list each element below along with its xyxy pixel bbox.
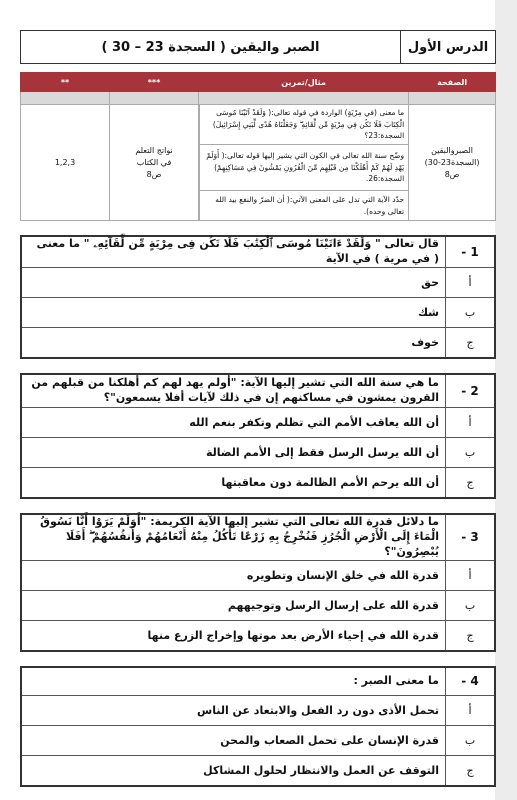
option-text[interactable]: قدرة الله في خلق الإنسان وتطويره <box>21 560 446 590</box>
page-side-margin <box>495 0 517 800</box>
question-stem: ما دلائل قدرة الله تعالى التي تشير إليها الآية الكريمة: "أَوَلَمْ يَرَوْا أَنَّا نَسُوقُ الْمَاءَ إِلَى الْأَرْضِ الْجُرُزِ فَنُخْرِجُ بِهِ زَرْعًا تَأْكُلُ مِنْهُ أَنْعَامُهُمْ وَأَنفُسُهُمْ ۖ أَفَلَا يُبْصِرُونَ"؟ <box>21 514 446 560</box>
option-text[interactable]: التوقف عن العمل والانتظار لحلول المشاكل <box>21 755 446 786</box>
option-row[interactable] <box>21 297 495 327</box>
option-text[interactable]: حق <box>21 267 446 297</box>
option-text[interactable]: قدرة الله في إحياء الأرض بعد موتها وإخراج الزرع منها <box>21 620 446 651</box>
option-text[interactable]: أن الله يرسل الرسل فقط إلى الأمم الضالة <box>21 438 446 468</box>
question-stem: قال تعالى " وَلَقَدْ ءَاتَيْنَا مُوسَى ٱلْكِتَٰبَ فَلَا تَكُن فِى مِرْيَةٍ مِّن لِّقَآئِهِۦ " ما معنى ( في مرية ) في الآية <box>21 236 446 267</box>
question-number: 2 - <box>446 374 496 408</box>
option-letter: أ <box>446 560 496 590</box>
option-row[interactable] <box>21 725 495 755</box>
lesson-topic: الصبر واليقين ( السجدة 23 – 30 ) <box>101 39 320 55</box>
option-letter: ب <box>446 438 496 468</box>
option-letter: أ <box>446 408 496 438</box>
option-letter: ب <box>446 590 496 620</box>
info-grey-row <box>21 92 496 105</box>
option-text[interactable]: تحمل الأذى دون رد الفعل والابتعاد عن الناس <box>21 695 446 725</box>
option-letter: ج <box>446 620 496 651</box>
option-row[interactable] <box>21 408 495 438</box>
option-row[interactable] <box>21 695 495 725</box>
question-3 <box>20 513 496 652</box>
header-two-stars: ** <box>21 73 110 92</box>
option-letter: ج <box>446 327 496 358</box>
question-1 <box>20 235 496 359</box>
question-number: 1 - <box>446 236 496 267</box>
example-3: حدّد الآية التي تدل على المعنى الآتي:( أن الضرّ والنفع بيد الله تعالى وحده). <box>200 191 409 221</box>
option-letter: ب <box>446 725 496 755</box>
option-text[interactable]: خوف <box>21 327 446 358</box>
header-page: الصفحة <box>409 73 496 92</box>
lesson-title-bar <box>20 30 496 64</box>
option-text[interactable]: أن الله يرحم الأمم الظالمة دون معاقبتها <box>21 468 446 499</box>
option-text[interactable]: شك <box>21 297 446 327</box>
option-row[interactable] <box>21 755 495 786</box>
option-row[interactable] <box>21 267 495 297</box>
option-letter: ج <box>446 468 496 499</box>
question-stem: ما هي سنة الله التي تشير إليها الآية: "أولم يهد لهم كم أهلكنا من قبلهم من القرون يمشون في مساكنهم إن في ذلك لآيات أفلا يسمعون"؟ <box>21 374 446 408</box>
option-row[interactable] <box>21 327 495 358</box>
outcomes-cell: نواتج التعلم في الكتاب ص8 <box>110 105 199 221</box>
example-2: وضّح سنة الله تعالى في الكون التي يشير إليها قوله تعالى:( أَوَلَمْ يَهْدِ لَهُمْ كَمْ أَهْلَكْنَا مِن قَبْلِهِم مِّنَ الْقُرُونِ يَمْشُونَ فِي مَسَاكِنِهِمْ) السجدة:26. <box>200 145 409 191</box>
example-1: ما معنى (في مِرْيَةٍ) الواردة في قوله تعالى:( وَلَقَدْ آتَيْنَا مُوسَى الْكِتَابَ فَلَا تَكُن فِي مِرْيَةٍ مِّن لِّقَائِهِ ۖ وَجَعَلْنَاهُ هُدًى لِّبَنِي إِسْرَائِيلَ) السجدة:23؟ <box>200 105 409 145</box>
header-example: مثال/تمرين <box>199 73 409 92</box>
question-stem: ما معنى الصبر : <box>21 667 446 696</box>
option-letter: ب <box>446 297 496 327</box>
option-text[interactable]: قدرة الإنسان على تحمل الصعاب والمحن <box>21 725 446 755</box>
option-letter: أ <box>446 695 496 725</box>
page-cell: الصبروالبقين (السجدة23-30) ص8 <box>409 105 496 221</box>
pages-cell: 1,2,3 <box>21 105 110 221</box>
option-row[interactable] <box>21 560 495 590</box>
info-header-row <box>21 73 496 92</box>
question-4 <box>20 666 496 787</box>
option-letter: أ <box>446 267 496 297</box>
question-number: 3 - <box>446 514 496 560</box>
option-row[interactable] <box>21 468 495 499</box>
option-row[interactable] <box>21 438 495 468</box>
option-text[interactable]: قدرة الله على إرسال الرسل وتوجيههم <box>21 590 446 620</box>
question-2 <box>20 373 496 500</box>
lesson-number: الدرس الأول <box>400 31 495 63</box>
option-letter: ج <box>446 755 496 786</box>
question-number: 4 - <box>446 667 496 696</box>
learning-outcomes-table <box>20 72 496 221</box>
header-three-stars: *** <box>110 73 199 92</box>
worksheet <box>20 30 496 787</box>
option-text[interactable]: أن الله يعاقب الأمم التي تظلم وتكفر بنعم الله <box>21 408 446 438</box>
option-row[interactable] <box>21 590 495 620</box>
option-row[interactable] <box>21 620 495 651</box>
